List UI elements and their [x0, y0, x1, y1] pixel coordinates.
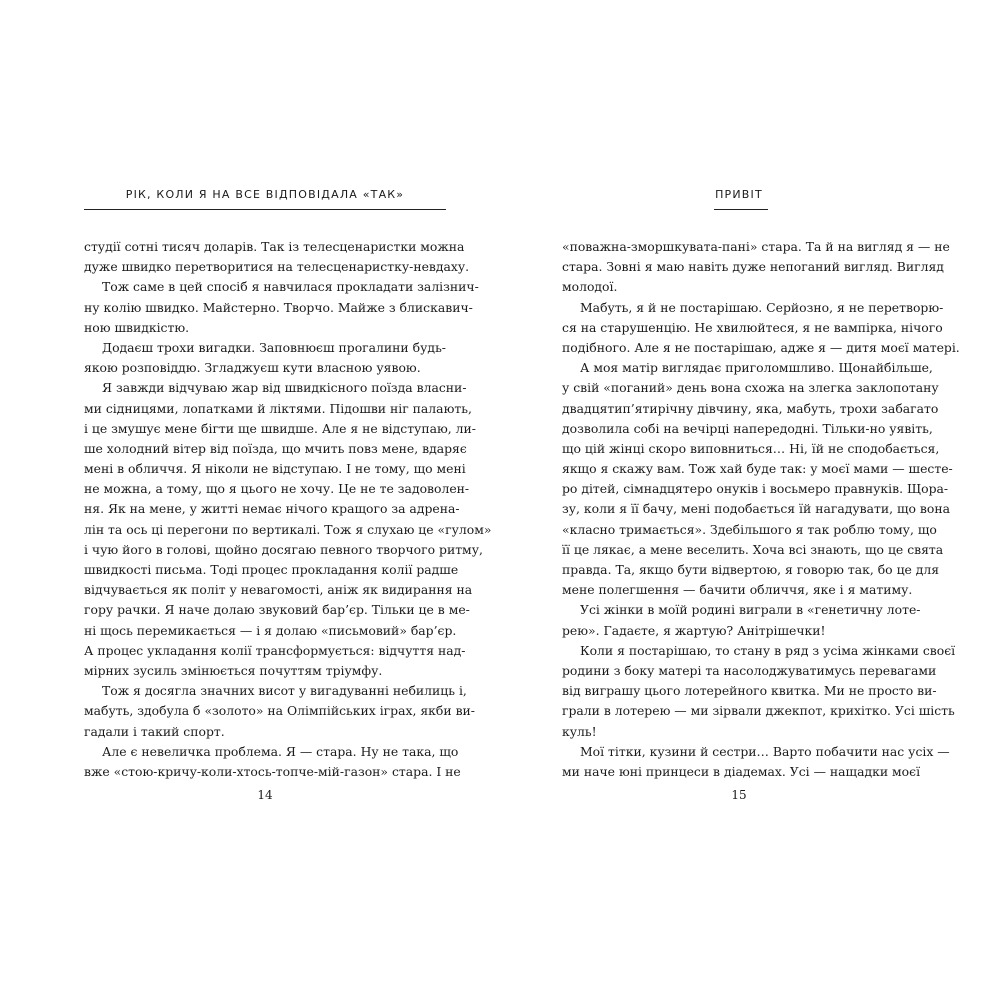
text-line: і чую його в голові, щойно досягаю певного творчого ритму,	[84, 541, 483, 557]
text-line: грали в лотерею — ми зірвали джекпот, крихітко. Усі шість	[562, 703, 955, 719]
text-line: А процес укладання колії трансформується: відчуття над-	[84, 642, 466, 658]
text-line: швидкості письма. Тоді процес прокладання колії радше	[84, 562, 459, 577]
text-line: відчувається як політ у невагомості, аніж як видирання на	[84, 582, 473, 598]
text-line: Але є невеличка проблема. Я — стара. Ну не така, що	[102, 743, 459, 759]
text-line: дуже швидко перетворитися на телесценаристку-невдаху.	[84, 259, 470, 275]
header-rule-right	[714, 209, 768, 210]
text-line: ми сідницями, лопатками й ліктями. Підошви ніг палають,	[84, 400, 472, 416]
text-line: Тож саме в цей спосіб я навчилася прокладати залізнич-	[102, 279, 479, 295]
running-head-left: РІК, КОЛИ Я НА ВСЕ ВІДПОВІДАЛА «ТАК»	[125, 188, 405, 201]
text-line: двадцятип’ятирічну дівчину, яка, мабуть, трохи забагато	[562, 400, 939, 416]
text-line: Коли я постарішаю, то стану в ряд з усіма жінками своєї	[580, 642, 956, 658]
text-line: що цій жінці скоро виповниться… Ні, їй не сподобається,	[562, 440, 940, 456]
text-line: родини з боку матері та насолоджуватимусь перевагами	[562, 662, 937, 678]
text-line: ня. Як на мене, у житті немає нічого кращого за адрена-	[84, 501, 460, 517]
text-line: стара. Зовні я маю навіть дуже непоганий вигляд. Вигляд	[562, 259, 944, 275]
text-line: ну колію швидко. Майстерно. Творчо. Майже з блискавич-	[84, 299, 473, 315]
text-line: «поважна-зморшкувата-пані» стара. Та й на вигляд я — не	[562, 239, 950, 254]
text-line: ми наче юні принцеси в діадемах. Усі — нащадки моєї	[562, 763, 921, 779]
text-line: Додаєш трохи вигадки. Заповнюєш прогалини будь-	[102, 339, 446, 355]
text-line: куль!	[562, 723, 597, 739]
text-line: у свій «поганий» день вона схожа на злегка заклопотану	[562, 380, 939, 396]
text-line: ше холодний вітер від поїзда, що мчить повз мене, вдаряє	[84, 440, 467, 456]
text-line: Усі жінки в моїй родині виграли в «генетичну лоте-	[580, 602, 921, 618]
text-line: ною швидкістю.	[84, 319, 190, 335]
page-number-left: 14	[257, 788, 273, 802]
text-line: ся на старушенцію. Не хвилюйтеся, я не вампірка, нічого	[562, 319, 943, 335]
text-line: від виграшу цього лотерейного квитка. Ми не просто ви-	[562, 683, 937, 699]
text-line: студії сотні тисяч доларів. Так із телесценаристки можна	[84, 239, 465, 254]
left-page	[84, 0, 492, 1000]
text-line: якою розповіддю. Згладжуєш кути власною уявою.	[84, 360, 421, 376]
text-line: ро дітей, сімнадцятеро онуків і восьмеро правнуків. Щора-	[562, 481, 949, 497]
text-line: ні щось перемикається — і я долаю «письмовий» бар’єр.	[84, 622, 457, 638]
text-line: мені в обличчя. Я ніколи не відступаю. І не тому, що мені	[84, 461, 466, 477]
text-line: мене полегшення — бачити обличчя, яке і я матиму.	[562, 582, 913, 598]
text-line: А моя матір виглядає приголомшливо. Щонайбільше,	[580, 360, 933, 376]
text-line: зу, коли я її бачу, мені подобається їй нагадувати, що вона	[562, 501, 950, 517]
text-line: не можна, а тому, що я цього не хочу. Це не те задоволен-	[84, 481, 470, 497]
text-line: подібного. Але я не постарішаю, адже я — дитя моєї матері.	[562, 339, 960, 355]
text-line: «класно тримається». Здебільшого я так роблю тому, що	[562, 521, 937, 537]
text-line: молодої.	[562, 279, 618, 295]
text-line: лін та ось ці перегони по вертикалі. Тож я слухаю це «гулом»	[84, 521, 492, 537]
text-line: Я завжди відчуваю жар від швидкісного поїзда власни-	[102, 380, 467, 396]
right-page	[562, 0, 960, 1000]
text-line: дозволила собі на вечірці напередодні. Тільки-но уявіть,	[562, 420, 933, 436]
text-line: і це змушує мене бігти ще швидше. Але я не відступаю, ли-	[84, 420, 476, 436]
body-text-left	[84, 237, 492, 782]
body-text-right	[562, 237, 960, 782]
page-number-right: 15	[731, 788, 747, 802]
text-line: мірних зусиль змінюється почуттям тріумфу.	[84, 662, 383, 678]
text-line: Мабуть, я й не постарішаю. Серйозно, я не перетворю-	[580, 299, 944, 315]
running-head-right: ПРИВІТ	[715, 188, 763, 201]
text-line: гору рачки. Я наче долаю звуковий бар’єр. Тільки це в ме-	[84, 602, 470, 618]
text-line: Тож я досягла значних висот у вигадуванні небилиць і,	[102, 683, 467, 699]
header-rule-left	[84, 209, 446, 210]
text-line: якщо я скажу вам. Тож хай буде так: у моєї мами — шесте-	[562, 461, 953, 477]
text-line: її це лякає, а мене веселить. Хоча всі знають, що це свята	[562, 541, 944, 557]
text-line: рею». Гадаєте, я жартую? Анітрішечки!	[562, 622, 826, 638]
text-line: Мої тітки, кузини й сестри… Варто побачити нас усіх —	[580, 743, 950, 759]
text-line: вже «стою-кричу-коли-хтось-топче-мій-газон» стара. І не	[84, 763, 461, 779]
text-line: гадали і такий спорт.	[84, 723, 225, 739]
text-line: правда. Та, якщо бути відвертою, я говорю так, бо це для	[562, 562, 940, 577]
text-line: мабуть, здобула б «золото» на Олімпійських іграх, якби ви-	[84, 703, 475, 719]
